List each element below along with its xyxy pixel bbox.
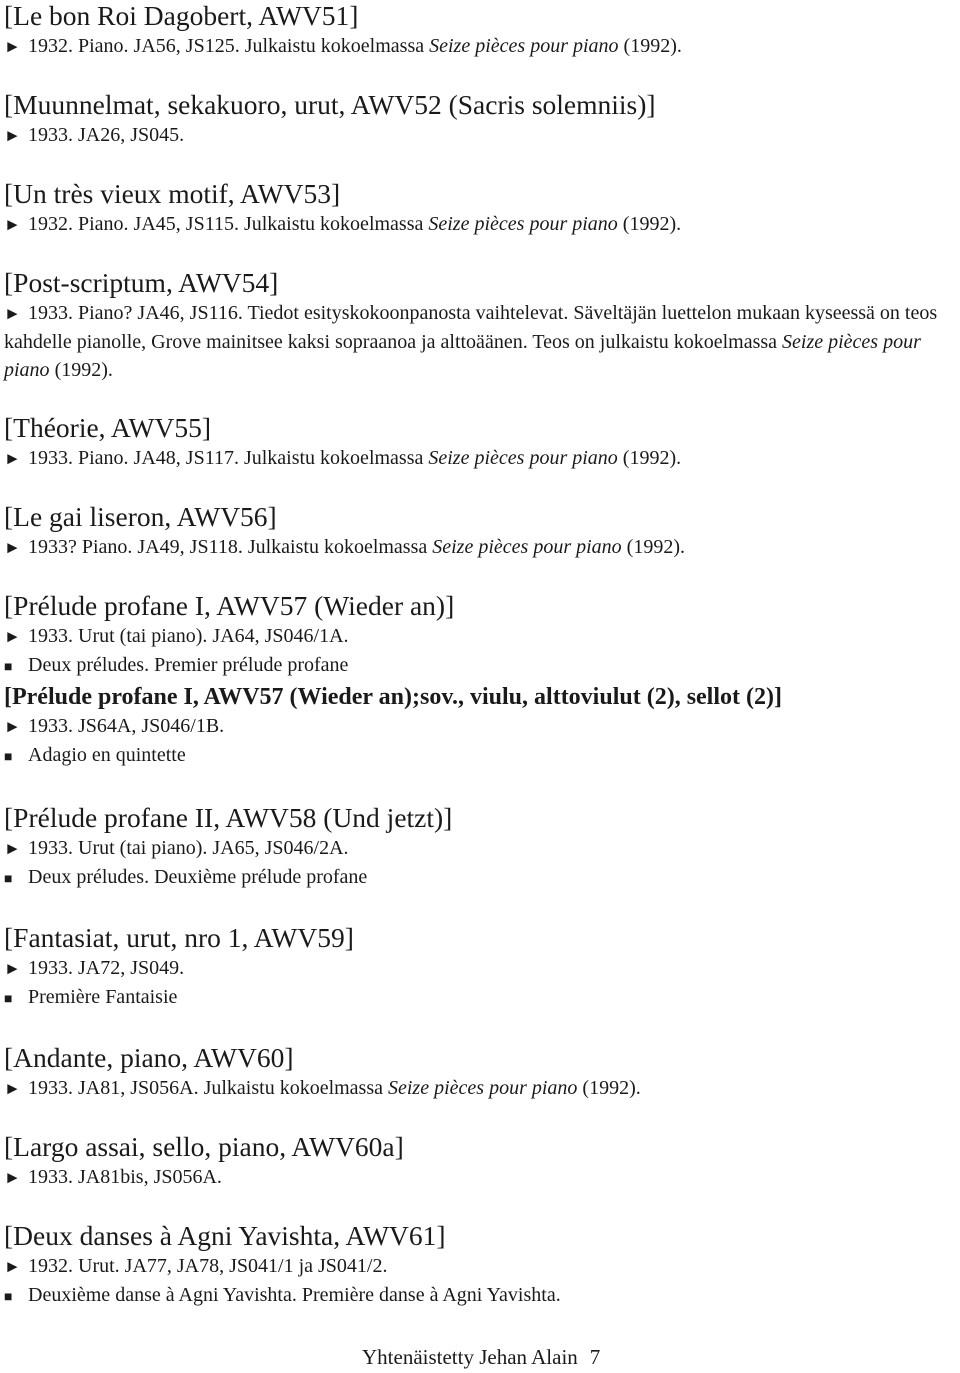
entry-sub-info: ► 1933. JS64A, JS046/1B. bbox=[4, 712, 956, 741]
square-icon: ■ bbox=[4, 660, 13, 675]
entry-info: ► 1933. JA26, JS045. bbox=[4, 121, 956, 150]
entry-title: [Prélude profane II, AWV58 (Und jetzt)] bbox=[4, 802, 453, 833]
entry-info: ► 1933. Urut (tai piano). JA64, JS046/1A. bbox=[4, 622, 956, 651]
square-icon: ■ bbox=[4, 872, 13, 887]
entry-awv60a bbox=[4, 1103, 956, 1192]
entry-awv58 bbox=[4, 772, 956, 894]
play-icon: ► bbox=[4, 538, 21, 557]
entry-title: [Post-scriptum, AWV54] bbox=[4, 267, 279, 298]
collection-title: Seize pièces pour piano bbox=[432, 536, 622, 558]
entry-title: [Un très vieux motif, AWV53] bbox=[4, 178, 341, 209]
entry-info: ► 1933? Piano. JA49, JS118. Julkaistu kokoelmassa Seize pièces pour piano (1992). bbox=[4, 533, 956, 562]
play-icon: ► bbox=[4, 126, 21, 145]
entry-title: [Largo assai, sello, piano, AWV60a] bbox=[4, 1131, 404, 1162]
collection-title: Seize pièces pour piano bbox=[429, 35, 619, 57]
collection-title: Seize pièces pour piano bbox=[428, 213, 618, 235]
entry-info: ► 1933. JA81, JS056A. Julkaistu kokoelmassa Seize pièces pour piano (1992). bbox=[4, 1074, 956, 1103]
entry-title: [Le gai liseron, AWV56] bbox=[4, 501, 277, 532]
entry-info: ► 1933. Piano? JA46, JS116. Tiedot esityskokoonpanosta vaihtelevat. Säveltäjän luettelon mukaan kyseessä on teos kahdelle pianolle, Grove mainitsee kaksi sopraanoa ja alttoäänen. Teos on julkaistu kokoelmassa Seize pièces pour piano (1992). bbox=[4, 302, 938, 381]
entry-note: ■ Deux préludes. Deuxième prélude profane bbox=[4, 863, 956, 894]
square-icon: ■ bbox=[4, 1290, 13, 1305]
entry-awv55 bbox=[4, 384, 956, 473]
entry-awv51 bbox=[4, 0, 956, 61]
entry-sub-note: ■ Adagio en quintette bbox=[4, 741, 956, 772]
play-icon: ► bbox=[4, 37, 21, 56]
entry-awv56 bbox=[4, 473, 956, 562]
entry-awv60 bbox=[4, 1014, 956, 1103]
entry-awv57 bbox=[4, 562, 956, 772]
entry-note: ■ Première Fantaisie bbox=[4, 983, 956, 1014]
entry-awv53 bbox=[4, 150, 956, 239]
play-icon: ► bbox=[4, 449, 21, 468]
entry-info: ► 1933. JA72, JS049. bbox=[4, 954, 956, 983]
play-icon: ► bbox=[4, 1079, 21, 1098]
entry-title: [Deux danses à Agni Yavishta, AWV61] bbox=[4, 1220, 446, 1251]
play-icon: ► bbox=[4, 839, 21, 858]
entry-title: [Le bon Roi Dagobert, AWV51] bbox=[4, 0, 359, 31]
entry-info: ► 1932. Piano. JA56, JS125. Julkaistu kokoelmassa Seize pièces pour piano (1992). bbox=[4, 32, 956, 61]
collection-title: Seize pièces pour piano bbox=[4, 331, 921, 381]
entry-info: ► 1933. Urut (tai piano). JA65, JS046/2A. bbox=[4, 834, 956, 863]
entry-info: ► 1933. Piano. JA48, JS117. Julkaistu kokoelmassa Seize pièces pour piano (1992). bbox=[4, 444, 956, 473]
entry-awv52 bbox=[4, 61, 956, 150]
entry-subtitle: [Prélude profane I, AWV57 (Wieder an);sov., viulu, alttoviulut (2), sellot (2)] bbox=[4, 684, 782, 710]
collection-title: Seize pièces pour piano bbox=[388, 1077, 578, 1099]
entry-title: [Théorie, AWV55] bbox=[4, 412, 212, 443]
entry-awv61 bbox=[4, 1192, 956, 1312]
entry-note: ■ Deux préludes. Premier prélude profane bbox=[4, 651, 956, 682]
entry-title: [Muunnelmat, sekakuoro, urut, AWV52 (Sacris solemniis)] bbox=[4, 89, 656, 120]
entry-info: ► 1932. Urut. JA77, JA78, JS041/1 ja JS041/2. bbox=[4, 1252, 956, 1281]
entry-title: [Andante, piano, AWV60] bbox=[4, 1042, 294, 1073]
entry-title: [Fantasiat, urut, nro 1, AWV59] bbox=[4, 922, 354, 953]
square-icon: ■ bbox=[4, 750, 13, 765]
entry-info: ► 1932. Piano. JA45, JS115. Julkaistu kokoelmassa Seize pièces pour piano (1992). bbox=[4, 210, 956, 239]
footer-text: Yhtenäistetty Jehan Alain bbox=[362, 1345, 578, 1369]
page-number: 7 bbox=[589, 1345, 601, 1369]
document-page bbox=[4, 0, 956, 1312]
play-icon: ► bbox=[4, 627, 21, 646]
entry-awv59 bbox=[4, 894, 956, 1014]
play-icon: ► bbox=[4, 1168, 21, 1187]
entry-note: ■ Deuxième danse à Agni Yavishta. Première danse à Agni Yavishta. bbox=[4, 1281, 956, 1312]
play-icon: ► bbox=[4, 215, 21, 234]
play-icon: ► bbox=[4, 717, 21, 736]
play-icon: ► bbox=[4, 1257, 21, 1276]
play-icon: ► bbox=[4, 304, 21, 323]
page-footer bbox=[362, 1345, 600, 1370]
collection-title: Seize pièces pour piano bbox=[428, 447, 618, 469]
entry-title: [Prélude profane I, AWV57 (Wieder an)] bbox=[4, 590, 455, 621]
entry-awv54 bbox=[4, 239, 956, 384]
play-icon: ► bbox=[4, 959, 21, 978]
entry-info: ► 1933. JA81bis, JS056A. bbox=[4, 1163, 956, 1192]
square-icon: ■ bbox=[4, 992, 13, 1007]
